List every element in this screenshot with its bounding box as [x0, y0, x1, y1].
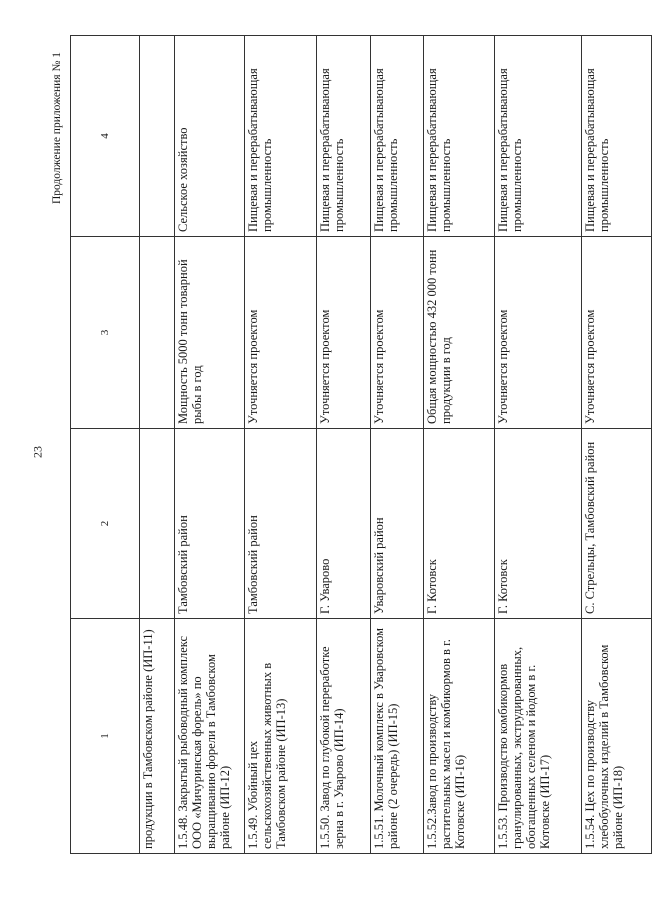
cell-sector: Пищевая и перерабатывающая промышленность — [317, 36, 371, 237]
cell-location: С. Стрельцы, Тамбовский район — [582, 429, 652, 619]
table-row — [495, 36, 582, 854]
column-header: 4 — [71, 36, 140, 237]
cell-object: 1.5.48. Закрытый рыбоводный комплекс ООО «Мичуринская форель» по выращиванию форели в Тамбовском районе (ИП-12) — [175, 619, 245, 854]
table-row — [245, 36, 317, 854]
cell-sector: Пищевая и перерабатывающая промышленность — [582, 36, 652, 237]
table-row — [140, 36, 175, 854]
cell-sector: Сельское хозяйство — [175, 36, 245, 237]
column-header: 3 — [71, 237, 140, 429]
cell-object: 1.5.49. Убойный цех сельскохозяйственных животных в Тамбовском районе (ИП-13) — [245, 619, 317, 854]
table-row — [317, 36, 371, 854]
header-row — [71, 36, 140, 854]
cell-object: 1.5.50. Завод по глубокой переработке зерна в г. Уварово (ИП-14) — [317, 619, 371, 854]
cell-parameters: Уточняется проектом — [245, 237, 317, 429]
cell-object: 1.5.54. Цех по производству хлебобулочных изделий в Тамбовском районе (ИП-18) — [582, 619, 652, 854]
cell-sector — [140, 36, 175, 237]
cell-object: 1.5.51. Молочный комплекс в Уваровском районе (2 очередь) (ИП-15) — [371, 619, 424, 854]
cell-object: 1.5.53. Производство комбикормов гранулированных, экструдированных, обогащенных селеном и йодом в г. Котовске (ИП-17) — [495, 619, 582, 854]
cell-sector: Пищевая и перерабатывающая промышленность — [424, 36, 495, 237]
cell-object: продукции в Тамбовском районе (ИП-11) — [140, 619, 175, 854]
cell-parameters: Уточняется проектом — [317, 237, 371, 429]
cell-location: Тамбовский район — [175, 429, 245, 619]
appendix-table — [70, 35, 652, 854]
table-row — [424, 36, 495, 854]
cell-location: Г. Уварово — [317, 429, 371, 619]
table-row — [371, 36, 424, 854]
page-number: 23 — [30, 446, 45, 458]
cell-location: Г. Котовск — [495, 429, 582, 619]
cell-parameters — [140, 237, 175, 429]
cell-sector: Пищевая и перерабатывающая промышленность — [245, 36, 317, 237]
cell-parameters: Мощность 5000 тонн товарной рыбы в год — [175, 237, 245, 429]
table-row — [582, 36, 652, 854]
cell-sector: Пищевая и перерабатывающая промышленность — [495, 36, 582, 237]
cell-parameters: Уточняется проектом — [582, 237, 652, 429]
cell-sector: Пищевая и перерабатывающая промышленность — [371, 36, 424, 237]
table-container — [70, 36, 625, 854]
cell-object: 1.5.52.Завод по производству растительных масел и комбикормов в г. Котовске (ИП-16) — [424, 619, 495, 854]
rotated-table-frame — [70, 36, 625, 854]
cell-parameters: Уточняется проектом — [495, 237, 582, 429]
table-row — [175, 36, 245, 854]
cell-parameters: Уточняется проектом — [371, 237, 424, 429]
column-header: 1 — [71, 619, 140, 854]
cell-location: Г. Котовск — [424, 429, 495, 619]
continuation-label: Продолжение приложения № 1 — [51, 51, 63, 205]
cell-location — [140, 429, 175, 619]
cell-location: Тамбовский район — [245, 429, 317, 619]
cell-parameters: Общая мощностью 432 000 тонн продукции в год — [424, 237, 495, 429]
column-header: 2 — [71, 429, 140, 619]
cell-location: Уваровский район — [371, 429, 424, 619]
